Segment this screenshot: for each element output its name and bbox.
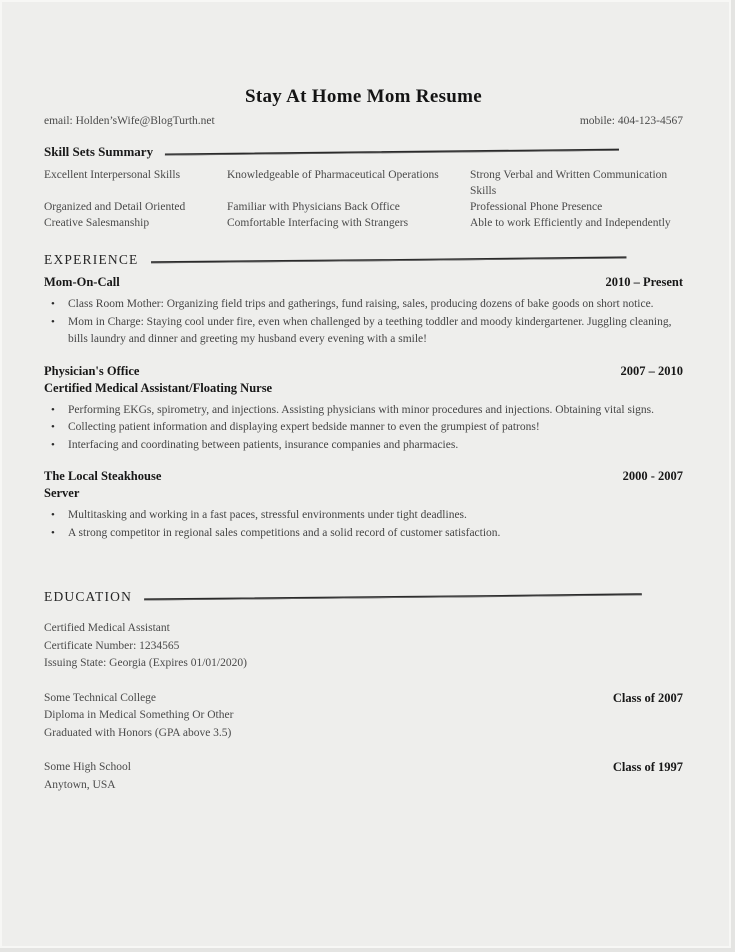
education-section-header bbox=[44, 589, 644, 605]
education-line: Some Technical College bbox=[44, 691, 157, 704]
education-row bbox=[44, 759, 683, 794]
job-bullet bbox=[44, 437, 683, 455]
job-role: Certified Medical Assistant/Floating Nurse bbox=[44, 380, 273, 395]
education-lines bbox=[44, 690, 233, 743]
job-dates: 2000 - 2007 bbox=[622, 469, 683, 483]
email-text: email: Holden’sWife@BlogTurth.net bbox=[44, 115, 215, 127]
skill-item: Comfortable Interfacing with Strangers bbox=[227, 217, 409, 229]
job-entry-physicians-office bbox=[44, 363, 683, 455]
section-rule-line bbox=[142, 592, 644, 602]
job-title-row bbox=[44, 274, 683, 291]
skills-heading: Skill Sets Summary bbox=[44, 144, 154, 159]
job-dates: 2007 – 2010 bbox=[620, 363, 683, 378]
skills-grid bbox=[44, 167, 683, 231]
job-bullet bbox=[44, 507, 683, 525]
education-lines bbox=[44, 759, 131, 794]
job-dates: 2010 – Present bbox=[605, 275, 683, 289]
contact-row bbox=[44, 115, 683, 127]
resume-content bbox=[2, 2, 729, 794]
skill-item: Creative Salesmanship bbox=[44, 217, 150, 229]
education-row bbox=[44, 690, 683, 743]
job-bullet bbox=[44, 314, 683, 349]
bullet-text: Class Room Mother: Organizing field trips and gatherings, fund raising, sales, producing dozens of bake goods on short notice. bbox=[68, 298, 654, 310]
education-class-year: Class of 2007 bbox=[612, 690, 683, 705]
job-entry-local-steakhouse bbox=[44, 468, 683, 542]
bullet-text: Multitasking and working in a fast paces, stressful environments under tight deadlines. bbox=[68, 509, 467, 521]
bullet-icon bbox=[51, 525, 55, 543]
education-line: Graduated with Honors (GPA above 3.5) bbox=[44, 726, 232, 739]
job-title-row bbox=[44, 468, 683, 485]
mobile-text: mobile: 404-123-4567 bbox=[579, 115, 683, 127]
job-company: The Local Steakhouse bbox=[44, 469, 162, 483]
bullet-icon bbox=[51, 296, 55, 314]
experience-heading: EXPERIENCE bbox=[44, 252, 139, 267]
bullet-text: Mom in Charge: Staying cool under fire, even when challenged by a teething toddler and moody kindergartener. Juggling cleaning, bills laundry and dinner and greeting my husband every evening with a smile! bbox=[68, 315, 672, 345]
bullet-icon bbox=[51, 402, 55, 420]
education-line: Some High School bbox=[44, 761, 131, 773]
section-rule-line bbox=[149, 255, 629, 265]
education-class-year: Class of 1997 bbox=[612, 760, 683, 774]
skill-item: Organized and Detail Oriented bbox=[44, 201, 186, 213]
skill-item: Familiar with Physicians Back Office bbox=[227, 201, 400, 213]
bullet-icon bbox=[51, 507, 55, 525]
skill-item: Knowledgeable of Pharmaceutical Operations bbox=[227, 169, 439, 181]
education-line: Certificate Number: 1234565 bbox=[44, 639, 180, 652]
job-bullet bbox=[44, 296, 683, 314]
bullet-icon bbox=[51, 419, 55, 437]
page-title: Stay At Home Mom Resume bbox=[245, 86, 482, 107]
education-entry-high-school bbox=[44, 759, 683, 794]
education-heading: EDUCATION bbox=[44, 589, 133, 604]
job-bullet bbox=[44, 419, 683, 437]
bullet-icon bbox=[51, 437, 55, 455]
experience-section-header bbox=[44, 252, 628, 268]
job-company: Mom-On-Call bbox=[44, 275, 120, 289]
bullet-text: Collecting patient information and displaying expert bedside manner to even the grumpiest of patrons! bbox=[68, 421, 540, 433]
job-title-row bbox=[44, 363, 683, 380]
bullet-text: A strong competitor in regional sales competitions and a solid record of customer satisfaction. bbox=[68, 526, 501, 539]
skills-section-header bbox=[44, 144, 621, 160]
skill-item: Professional Phone Presence bbox=[470, 201, 603, 213]
bullet-text: Performing EKGs, spirometry, and injections. Assisting physicians with minor procedures and injections. Obtaining vital signs. bbox=[68, 403, 655, 416]
job-company: Physician's Office bbox=[44, 363, 140, 378]
education-entry-technical-college bbox=[44, 690, 683, 743]
education-entry-certification bbox=[44, 620, 683, 673]
skill-item: Able to work Efficiently and Independently bbox=[470, 217, 671, 229]
job-bullet bbox=[44, 525, 683, 543]
skill-item: Excellent Interpersonal Skills bbox=[44, 169, 181, 181]
job-bullet bbox=[44, 402, 683, 420]
job-bullet-list bbox=[44, 402, 683, 455]
bullet-text: Interfacing and coordinating between patients, insurance companies and pharmacies. bbox=[68, 438, 459, 451]
education-row bbox=[44, 620, 683, 673]
education-lines bbox=[44, 620, 247, 673]
education-line: Certified Medical Assistant bbox=[44, 622, 170, 634]
job-bullet-list bbox=[44, 296, 683, 349]
skill-item: Strong Verbal and Written Communication Skills bbox=[470, 169, 668, 197]
education-line: Diploma in Medical Something Or Other bbox=[44, 709, 234, 721]
bullet-icon bbox=[51, 314, 55, 332]
section-rule-line bbox=[163, 147, 621, 157]
job-role: Server bbox=[44, 486, 80, 500]
education-line: Issuing State: Georgia (Expires 01/01/2020) bbox=[44, 657, 247, 669]
job-entry-mom-on-call bbox=[44, 274, 683, 349]
job-bullet-list bbox=[44, 507, 683, 542]
education-line: Anytown, USA bbox=[44, 778, 116, 791]
